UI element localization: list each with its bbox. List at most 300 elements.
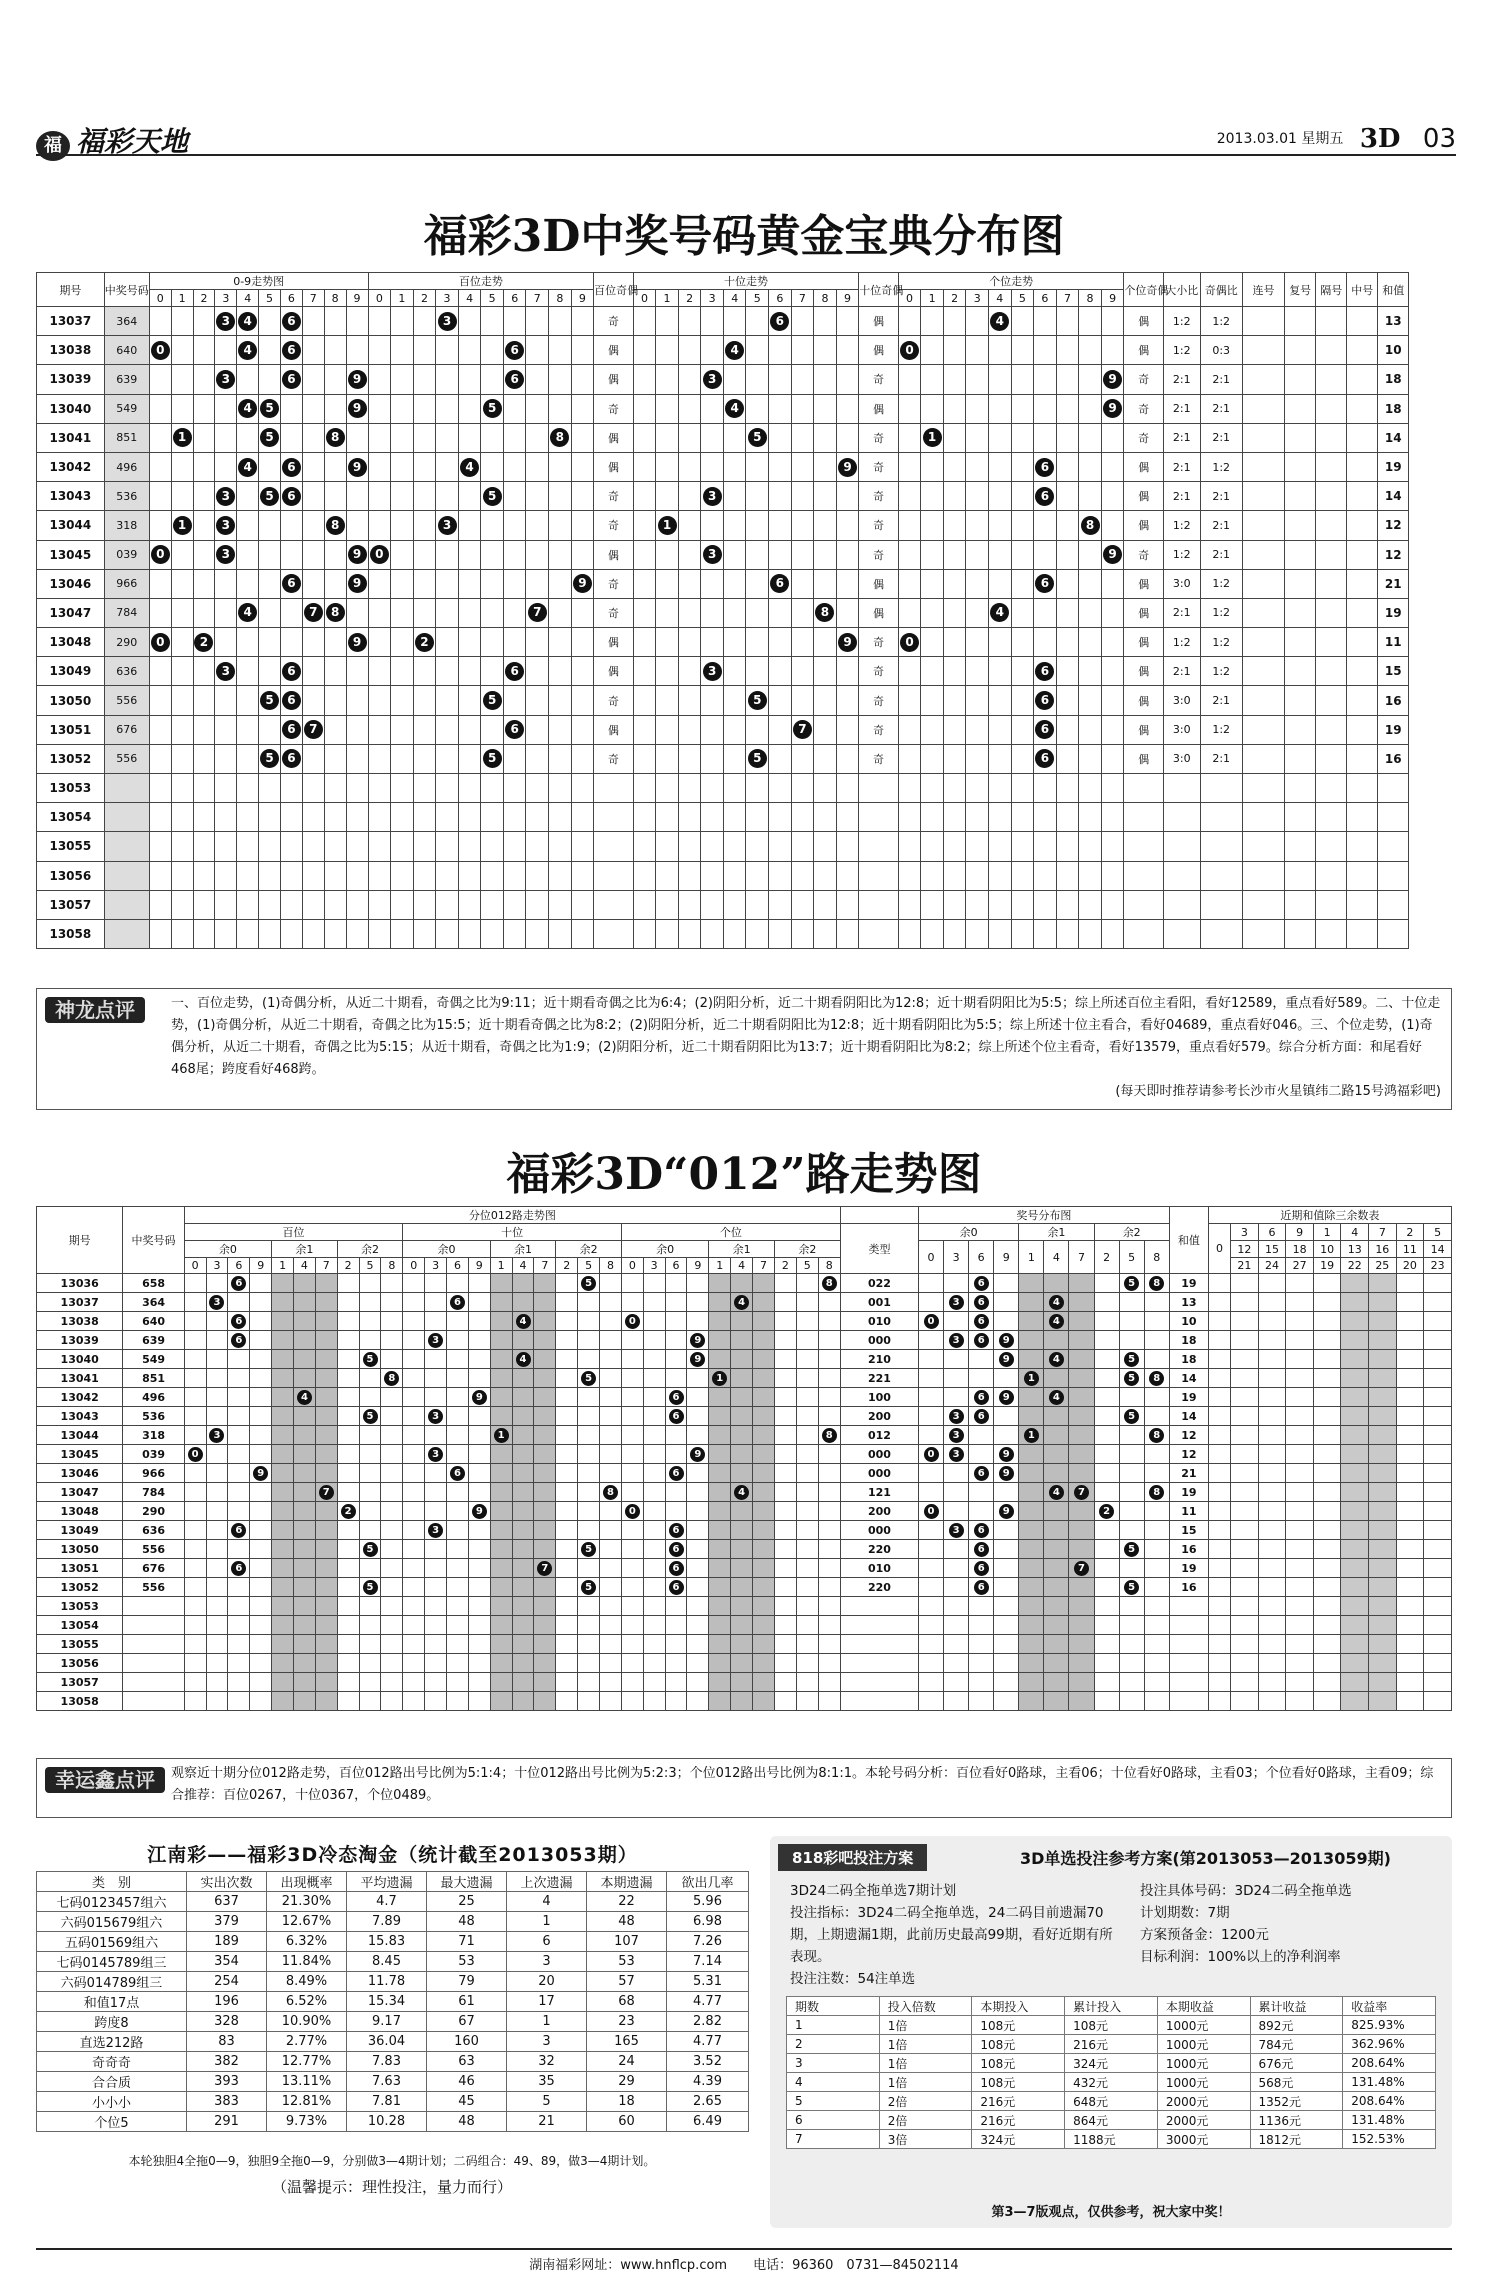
remainder-cell xyxy=(1208,1654,1230,1673)
empty-cell xyxy=(943,832,966,861)
rem-head: 19 xyxy=(1313,1258,1341,1274)
dist-cell xyxy=(1144,1369,1169,1388)
position-cell xyxy=(723,686,746,715)
digit-header: 7 xyxy=(1056,290,1079,307)
road-cell xyxy=(556,1654,578,1673)
remainder-cell xyxy=(1208,1635,1230,1654)
empty-cell xyxy=(769,919,792,948)
stat-cell xyxy=(1347,307,1378,336)
sum-cell: 14 xyxy=(1378,423,1409,452)
road-cell xyxy=(403,1654,425,1673)
road-cell xyxy=(512,1426,534,1445)
position-cell xyxy=(1056,482,1079,511)
trend-cell xyxy=(149,336,171,365)
road-cell xyxy=(468,1350,490,1369)
remainder-cell xyxy=(1231,1692,1259,1711)
position-cell xyxy=(898,540,921,569)
road-cell xyxy=(337,1559,359,1578)
dist-cell xyxy=(944,1616,969,1635)
road-cell xyxy=(512,1540,534,1559)
position-cell xyxy=(391,336,414,365)
road-cell xyxy=(381,1673,403,1692)
number-ball: 4 xyxy=(1049,1295,1064,1310)
dist-cell xyxy=(994,1654,1019,1673)
empty-cell xyxy=(1200,803,1242,832)
table-row xyxy=(37,1578,1452,1597)
position-cell xyxy=(701,452,724,481)
position-cell xyxy=(723,744,746,773)
empty-cell xyxy=(898,832,921,861)
empty-cell xyxy=(966,861,989,890)
position-cell xyxy=(791,715,814,744)
road-cell xyxy=(447,1350,469,1369)
empty-cell xyxy=(391,803,414,832)
period-cell: 13049 xyxy=(37,1521,123,1540)
position-cell xyxy=(791,540,814,569)
remainder-cell xyxy=(1258,1635,1286,1654)
dist-cell xyxy=(1019,1312,1044,1331)
empty-cell xyxy=(1101,861,1124,890)
remainder-cell xyxy=(1208,1521,1230,1540)
dist-cell xyxy=(944,1464,969,1483)
road-cell xyxy=(665,1274,687,1293)
road-cell xyxy=(272,1426,294,1445)
table-row xyxy=(787,2073,1436,2092)
number-ball: 1 xyxy=(1024,1371,1039,1386)
road-cell xyxy=(294,1426,316,1445)
number-ball: 7 xyxy=(1074,1485,1089,1500)
cold-cell: 9.73% xyxy=(267,2112,347,2132)
remainder-cell xyxy=(1369,1559,1397,1578)
remainder-cell xyxy=(1369,1692,1397,1711)
title-012: 福彩3D“012”路走势图 xyxy=(506,1149,982,1200)
dist-cell xyxy=(1019,1407,1044,1426)
empty-cell xyxy=(943,774,966,803)
road-cell xyxy=(665,1616,687,1635)
road-cell xyxy=(687,1350,709,1369)
road-cell xyxy=(381,1692,403,1711)
position-cell xyxy=(723,423,746,452)
position-cell xyxy=(814,452,837,481)
remainder-cell xyxy=(1231,1654,1259,1673)
plan-header: 收益率 xyxy=(1343,1997,1436,2016)
position-cell xyxy=(943,365,966,394)
road-cell xyxy=(381,1369,403,1388)
empty-cell xyxy=(746,919,769,948)
plan-cell: 864元 xyxy=(1065,2111,1158,2130)
odd-even-cell: 奇 xyxy=(859,744,898,773)
remainder-cell xyxy=(1208,1692,1230,1711)
remainder-cell xyxy=(1313,1426,1341,1445)
number-ball: 0 xyxy=(924,1504,939,1519)
empty-cell xyxy=(215,890,237,919)
plan-cell: 2000元 xyxy=(1157,2111,1250,2130)
position-cell xyxy=(989,511,1012,540)
position-cell xyxy=(549,336,572,365)
cold-cell: 7.14 xyxy=(667,1952,749,1972)
road-cell xyxy=(753,1293,775,1312)
cold-cell: 36.04 xyxy=(347,2032,427,2052)
position-cell xyxy=(656,452,679,481)
road-cell xyxy=(359,1559,381,1578)
road-cell xyxy=(337,1293,359,1312)
dist-cell xyxy=(1144,1540,1169,1559)
cold-cell: 63 xyxy=(427,2052,507,2072)
number-ball: 8 xyxy=(550,428,569,447)
plan-cell: 324元 xyxy=(1065,2054,1158,2073)
road-cell xyxy=(709,1521,731,1540)
remainder-cell xyxy=(1424,1445,1452,1464)
dist-cell xyxy=(944,1274,969,1293)
odd-even-cell: 奇 xyxy=(859,686,898,715)
remainder-cell xyxy=(1231,1597,1259,1616)
position-cell xyxy=(1034,540,1057,569)
number-ball: 9 xyxy=(348,545,367,564)
road-cell xyxy=(272,1521,294,1540)
trend-cell xyxy=(215,336,237,365)
dist-cell xyxy=(1119,1407,1144,1426)
stat-cell xyxy=(1316,628,1347,657)
sum-cell: 12 xyxy=(1169,1445,1208,1464)
empty-cell xyxy=(1378,890,1409,919)
road-cell xyxy=(468,1331,490,1350)
table-row xyxy=(37,2012,749,2032)
road-cell xyxy=(556,1502,578,1521)
odd-even-cell: 偶 xyxy=(594,336,633,365)
dist-cell xyxy=(944,1445,969,1464)
remainder-cell xyxy=(1341,1331,1369,1350)
trend-cell xyxy=(171,715,193,744)
cold-cell: 小小小 xyxy=(37,2092,187,2112)
road-cell xyxy=(774,1578,796,1597)
road-cell xyxy=(228,1388,250,1407)
position-cell xyxy=(989,628,1012,657)
remainder-cell xyxy=(1313,1407,1341,1426)
section-label: 3D xyxy=(1359,124,1401,154)
road-cell xyxy=(272,1502,294,1521)
road-cell xyxy=(206,1502,228,1521)
win-number: 851 xyxy=(104,423,149,452)
dist-digit: 4 xyxy=(1044,1241,1069,1274)
remainder-cell xyxy=(1424,1540,1452,1559)
trend-cell xyxy=(237,598,259,627)
remainder-cell xyxy=(1396,1312,1424,1331)
dist-cell xyxy=(994,1350,1019,1369)
dist-cell xyxy=(1019,1540,1044,1559)
dist-cell xyxy=(1094,1312,1119,1331)
empty-cell xyxy=(259,832,281,861)
rem-head: 5 xyxy=(1424,1224,1452,1241)
table-row xyxy=(787,2092,1436,2111)
position-cell xyxy=(1079,540,1102,569)
road-cell xyxy=(490,1464,512,1483)
road-cell xyxy=(578,1483,600,1502)
odd-even-cell: 偶 xyxy=(1124,598,1163,627)
road-cell xyxy=(468,1483,490,1502)
road-cell xyxy=(206,1312,228,1331)
dist-cell xyxy=(994,1559,1019,1578)
digit-header: 5 xyxy=(359,1258,381,1274)
road-cell xyxy=(534,1445,556,1464)
plan-header: 本期收益 xyxy=(1157,1997,1250,2016)
road-cell xyxy=(709,1293,731,1312)
trend-cell xyxy=(259,511,281,540)
digit-header: 5 xyxy=(796,1258,818,1274)
road-cell xyxy=(687,1407,709,1426)
position-cell xyxy=(678,628,701,657)
empty-cell xyxy=(859,774,898,803)
road-cell xyxy=(621,1274,643,1293)
table-row xyxy=(37,1350,1452,1369)
road-cell xyxy=(643,1502,665,1521)
road-cell xyxy=(425,1350,447,1369)
road-cell xyxy=(403,1388,425,1407)
position-cell xyxy=(503,394,526,423)
position-cell xyxy=(723,482,746,511)
road-cell xyxy=(206,1597,228,1616)
remainder-cell xyxy=(1231,1635,1259,1654)
sum-cell xyxy=(1169,1673,1208,1692)
road-cell xyxy=(294,1559,316,1578)
road-cell xyxy=(753,1426,775,1445)
plan-header: 累计收益 xyxy=(1250,1997,1343,2016)
digit-header: 9 xyxy=(687,1258,709,1274)
remainder-cell xyxy=(1341,1293,1369,1312)
position-cell xyxy=(368,307,391,336)
road-cell xyxy=(490,1692,512,1711)
remainder-cell xyxy=(1396,1388,1424,1407)
road-cell xyxy=(272,1673,294,1692)
dist-cell xyxy=(1019,1502,1044,1521)
position-cell xyxy=(989,540,1012,569)
dist-cell xyxy=(1119,1369,1144,1388)
position-cell xyxy=(836,307,859,336)
road-cell xyxy=(556,1483,578,1502)
digit-header: 1 xyxy=(709,1258,731,1274)
empty-cell xyxy=(391,890,414,919)
position-cell xyxy=(814,394,837,423)
road-cell xyxy=(578,1502,600,1521)
cold-cell: 2.82 xyxy=(667,2012,749,2032)
road-cell xyxy=(381,1559,403,1578)
road-cell xyxy=(490,1635,512,1654)
position-cell xyxy=(571,598,594,627)
stat-cell xyxy=(1347,482,1378,511)
cold-cell: 10.28 xyxy=(347,2112,427,2132)
road-cell xyxy=(512,1312,534,1331)
dist-cell xyxy=(1094,1331,1119,1350)
road-cell xyxy=(600,1597,622,1616)
position-cell xyxy=(633,540,656,569)
table-row xyxy=(787,2111,1436,2130)
trend-cell xyxy=(215,423,237,452)
remainder-cell xyxy=(1396,1616,1424,1635)
plan-cell: 216元 xyxy=(972,2111,1065,2130)
position-cell xyxy=(436,307,459,336)
number-ball: 8 xyxy=(815,603,834,622)
empty-cell xyxy=(149,919,171,948)
position-cell xyxy=(943,715,966,744)
dist-digit: 6 xyxy=(969,1241,994,1274)
empty-cell xyxy=(769,832,792,861)
plan-cell: 216元 xyxy=(1065,2035,1158,2054)
empty-cell xyxy=(149,861,171,890)
plan-table xyxy=(786,1996,1436,2149)
road-cell xyxy=(774,1274,796,1293)
note2-text: 观察近十期分位012路走势，百位012路出号比例为5:1:4；十位012路出号比例为5:2:3；个位012路出号比例为8:1:1。本轮号码分析：百位看好0路球，主看06；十位看好0路球，主看03；个位看好0路球，主看09；综合推荐：百位0267，十位0367，个位0489。 xyxy=(171,1766,1434,1803)
road-cell xyxy=(600,1388,622,1407)
dist-cell xyxy=(1094,1274,1119,1293)
road-cell xyxy=(578,1293,600,1312)
stat-cell xyxy=(1347,657,1378,686)
empty-cell xyxy=(1347,832,1378,861)
remainder-cell xyxy=(1424,1616,1452,1635)
stat-cell xyxy=(1347,394,1378,423)
empty-cell xyxy=(526,832,549,861)
position-cell xyxy=(503,657,526,686)
road-cell xyxy=(643,1673,665,1692)
odd-even-ratio: 2:1 xyxy=(1200,423,1242,452)
remainder-cell xyxy=(1369,1502,1397,1521)
empty-cell xyxy=(436,890,459,919)
position-cell xyxy=(481,482,504,511)
digit-header: 9 xyxy=(836,290,859,307)
position-cell xyxy=(836,423,859,452)
position-cell xyxy=(368,511,391,540)
trend-cell xyxy=(215,598,237,627)
empty-cell xyxy=(1163,803,1200,832)
sum-cell: 13 xyxy=(1169,1293,1208,1312)
road-cell xyxy=(753,1540,775,1559)
road-cell xyxy=(468,1445,490,1464)
dist-cell xyxy=(1094,1540,1119,1559)
remainder-cell xyxy=(1369,1673,1397,1692)
position-cell xyxy=(966,657,989,686)
cold-cell: 2.77% xyxy=(267,2032,347,2052)
road-cell xyxy=(665,1312,687,1331)
number-ball: 7 xyxy=(319,1485,334,1500)
position-cell xyxy=(413,365,436,394)
dist-digit: 7 xyxy=(1069,1241,1094,1274)
cold-cell: 15.34 xyxy=(347,1992,427,2012)
sum-cell: 18 xyxy=(1378,365,1409,394)
position-cell xyxy=(458,540,481,569)
road-cell xyxy=(731,1502,753,1521)
remainder-cell xyxy=(1258,1369,1286,1388)
digit-header: 3 xyxy=(436,290,459,307)
position-cell xyxy=(921,540,944,569)
position-cell xyxy=(1101,686,1124,715)
plan-cell: 648元 xyxy=(1065,2092,1158,2111)
road-cell xyxy=(381,1350,403,1369)
position-cell xyxy=(503,540,526,569)
cold-cell: 61 xyxy=(427,1992,507,2012)
empty-cell xyxy=(1285,861,1316,890)
position-cell xyxy=(966,511,989,540)
table-row xyxy=(37,394,1452,423)
road-cell xyxy=(490,1616,512,1635)
cold-cell: 13.11% xyxy=(267,2072,347,2092)
remainder-cell xyxy=(1286,1502,1314,1521)
remainder-cell xyxy=(1208,1350,1230,1369)
position-cell xyxy=(746,569,769,598)
dist-cell xyxy=(1144,1559,1169,1578)
empty-cell xyxy=(1316,774,1347,803)
dist-cell xyxy=(918,1559,943,1578)
road-cell xyxy=(294,1578,316,1597)
plan-cell: 568元 xyxy=(1250,2073,1343,2092)
rem-head: 25 xyxy=(1369,1258,1397,1274)
road-cell xyxy=(556,1388,578,1407)
remainder-cell xyxy=(1208,1388,1230,1407)
road-cell xyxy=(534,1521,556,1540)
road-cell xyxy=(731,1274,753,1293)
empty-cell xyxy=(1378,774,1409,803)
period-cell: 13042 xyxy=(37,452,105,481)
remainder-cell xyxy=(1341,1445,1369,1464)
road-cell xyxy=(818,1483,840,1502)
empty-cell xyxy=(701,861,724,890)
empty-cell xyxy=(1378,919,1409,948)
rem-head: 27 xyxy=(1286,1258,1314,1274)
dist-cell xyxy=(1119,1483,1144,1502)
road-cell xyxy=(447,1578,469,1597)
position-cell xyxy=(571,569,594,598)
road-cell xyxy=(512,1673,534,1692)
road-cell xyxy=(315,1559,337,1578)
remainder-cell xyxy=(1424,1274,1452,1293)
remainder-cell xyxy=(1313,1350,1341,1369)
road-cell xyxy=(381,1331,403,1350)
road-cell xyxy=(315,1426,337,1445)
trend-cell xyxy=(259,365,281,394)
position-cell xyxy=(1011,511,1034,540)
road-cell xyxy=(425,1673,447,1692)
road-cell xyxy=(512,1654,534,1673)
number-ball: 4 xyxy=(734,1295,749,1310)
position-cell xyxy=(503,452,526,481)
empty-cell xyxy=(302,890,324,919)
road-cell xyxy=(534,1692,556,1711)
road-cell xyxy=(184,1331,206,1350)
remainder-cell xyxy=(1231,1464,1259,1483)
plan-cell: 108元 xyxy=(972,2035,1065,2054)
trend-cell xyxy=(237,307,259,336)
stat-cell xyxy=(1285,394,1316,423)
position-cell xyxy=(368,657,391,686)
odd-even-cell: 偶 xyxy=(594,715,633,744)
road-cell xyxy=(709,1312,731,1331)
dist-cell xyxy=(944,1502,969,1521)
digit-header: 4 xyxy=(723,290,746,307)
win-number: 658 xyxy=(123,1274,184,1293)
sum-cell: 16 xyxy=(1378,744,1409,773)
position-cell xyxy=(526,598,549,627)
road-cell xyxy=(403,1464,425,1483)
odd-even-ratio: 1:2 xyxy=(1200,598,1242,627)
cold-cell: 3.52 xyxy=(667,2052,749,2072)
position-cell xyxy=(836,598,859,627)
position-cell xyxy=(1101,628,1124,657)
empty-cell xyxy=(458,890,481,919)
road-cell xyxy=(818,1597,840,1616)
dist-cell xyxy=(1094,1597,1119,1616)
road-cell xyxy=(731,1312,753,1331)
position-cell xyxy=(898,715,921,744)
remainder-cell xyxy=(1286,1464,1314,1483)
dist-cell xyxy=(1094,1388,1119,1407)
position-cell xyxy=(723,511,746,540)
